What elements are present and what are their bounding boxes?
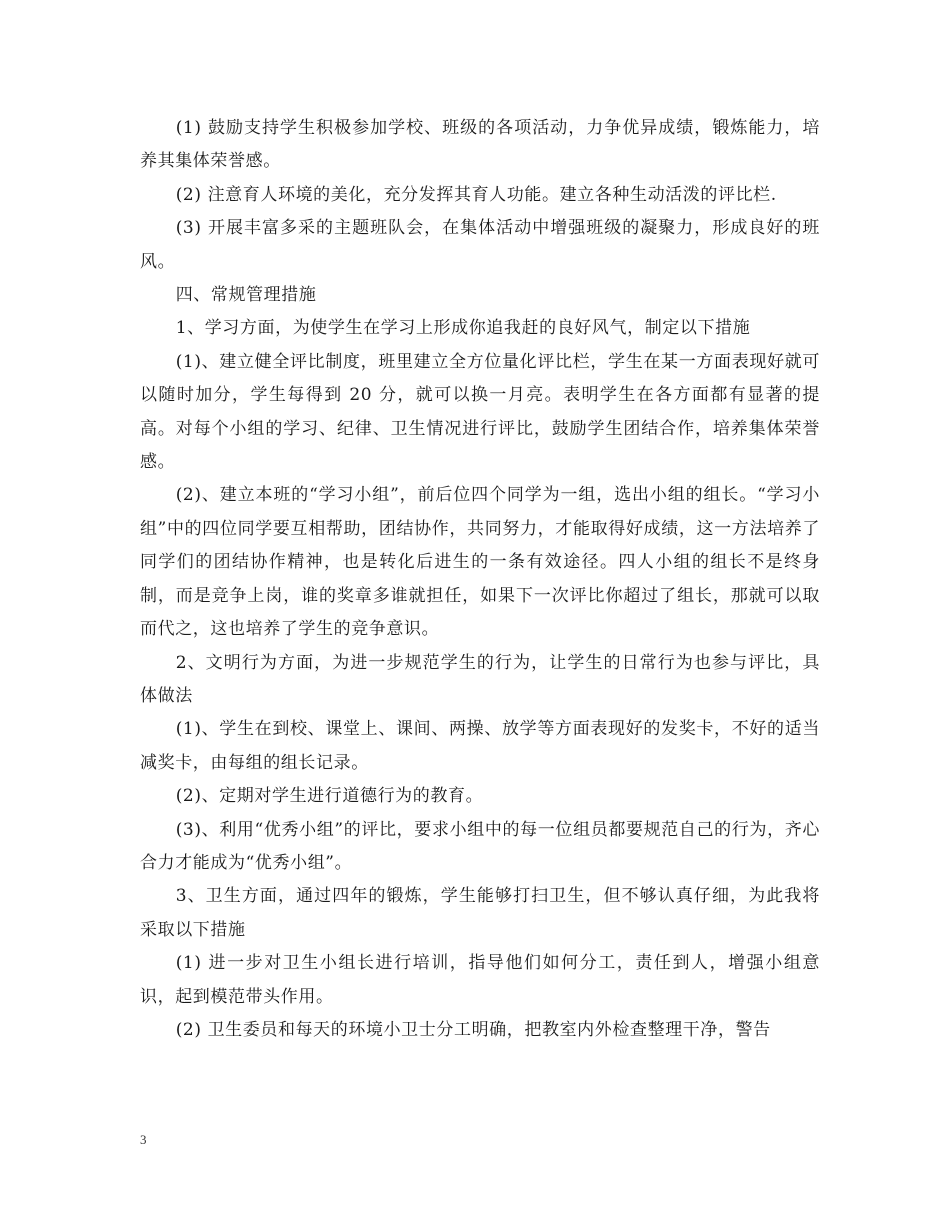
- page-number: 3: [140, 1132, 147, 1147]
- paragraph-behavior-intro: 2、文明行为方面，为进一步规范学生的行为，让学生的日常行为也参与评比，具体做法: [140, 652, 820, 706]
- paragraph-hygiene-2: (2) 卫生委员和每天的环境小卫士分工明确，把教室内外检查整理干净，警告: [175, 1019, 771, 1040]
- paragraph-behavior-1: (1)、学生在到校、课堂上、课间、两操、放学等方面表现好的发奖卡，不好的适当减奖卡，由每组的组长记录。: [140, 719, 820, 773]
- paragraph-study-intro: 1、学习方面，为使学生在学习上形成你追我赶的良好风气，制定以下措施: [175, 318, 751, 339]
- paragraph-1: (1) 鼓励支持学生积极参加学校、班级的各项活动，力争优异成绩，锻炼能力，培养其集体荣誉感。: [140, 118, 820, 172]
- paragraph-study-2: (2)、建立本班的“学习小组”，前后位四个同学为一组，选出小组的组长。“学习小组”中的四位同学要互相帮助，团结协作，共同努力，才能取得好成绩，这一方法培养了同学们的团结协作精神，也是转化后进生的一条有效途径。四人小组的组长不是终身制，而是竞争上岗，谁的奖章多谁就担任，如果下一次评比你超过了组长，那就可以取而代之，这也培养了学生的竞争意识。: [140, 485, 820, 640]
- paragraph-3: (3) 开展丰富多采的主题班队会，在集体活动中增强班级的凝聚力，形成良好的班风。: [140, 218, 820, 272]
- document-body: [140, 112, 820, 1047]
- section-heading: 四、常规管理措施: [175, 285, 317, 306]
- paragraph-behavior-2: (2)、定期对学生进行道德行为的教育。: [175, 786, 484, 807]
- paragraph-study-1: (1)、建立健全评比制度，班里建立全方位量化评比栏，学生在某一方面表现好就可以随时加分，学生每得到 20 分，就可以换一月亮。表明学生在各方面都有显著的提高。对每个小组的学习、纪律、卫生情况进行评比，鼓励学生团结合作，培养集体荣誉感。: [140, 351, 820, 473]
- paragraph-hygiene-1: (1) 进一步对卫生小组长进行培训，指导他们如何分工，责任到人，增强小组意识，起到模范带头作用。: [140, 953, 820, 1007]
- paragraph-hygiene-intro: 3、卫生方面，通过四年的锻炼，学生能够打扫卫生，但不够认真仔细，为此我将采取以下措施: [140, 886, 820, 940]
- paragraph-2: (2) 注意育人环境的美化，充分发挥其育人功能。建立各种生动活泼的评比栏.: [175, 184, 777, 205]
- paragraph-behavior-3: (3)、利用“优秀小组”的评比，要求小组中的每一位组员都要规范自己的行为，齐心合力才能成为“优秀小组”。: [140, 819, 820, 873]
